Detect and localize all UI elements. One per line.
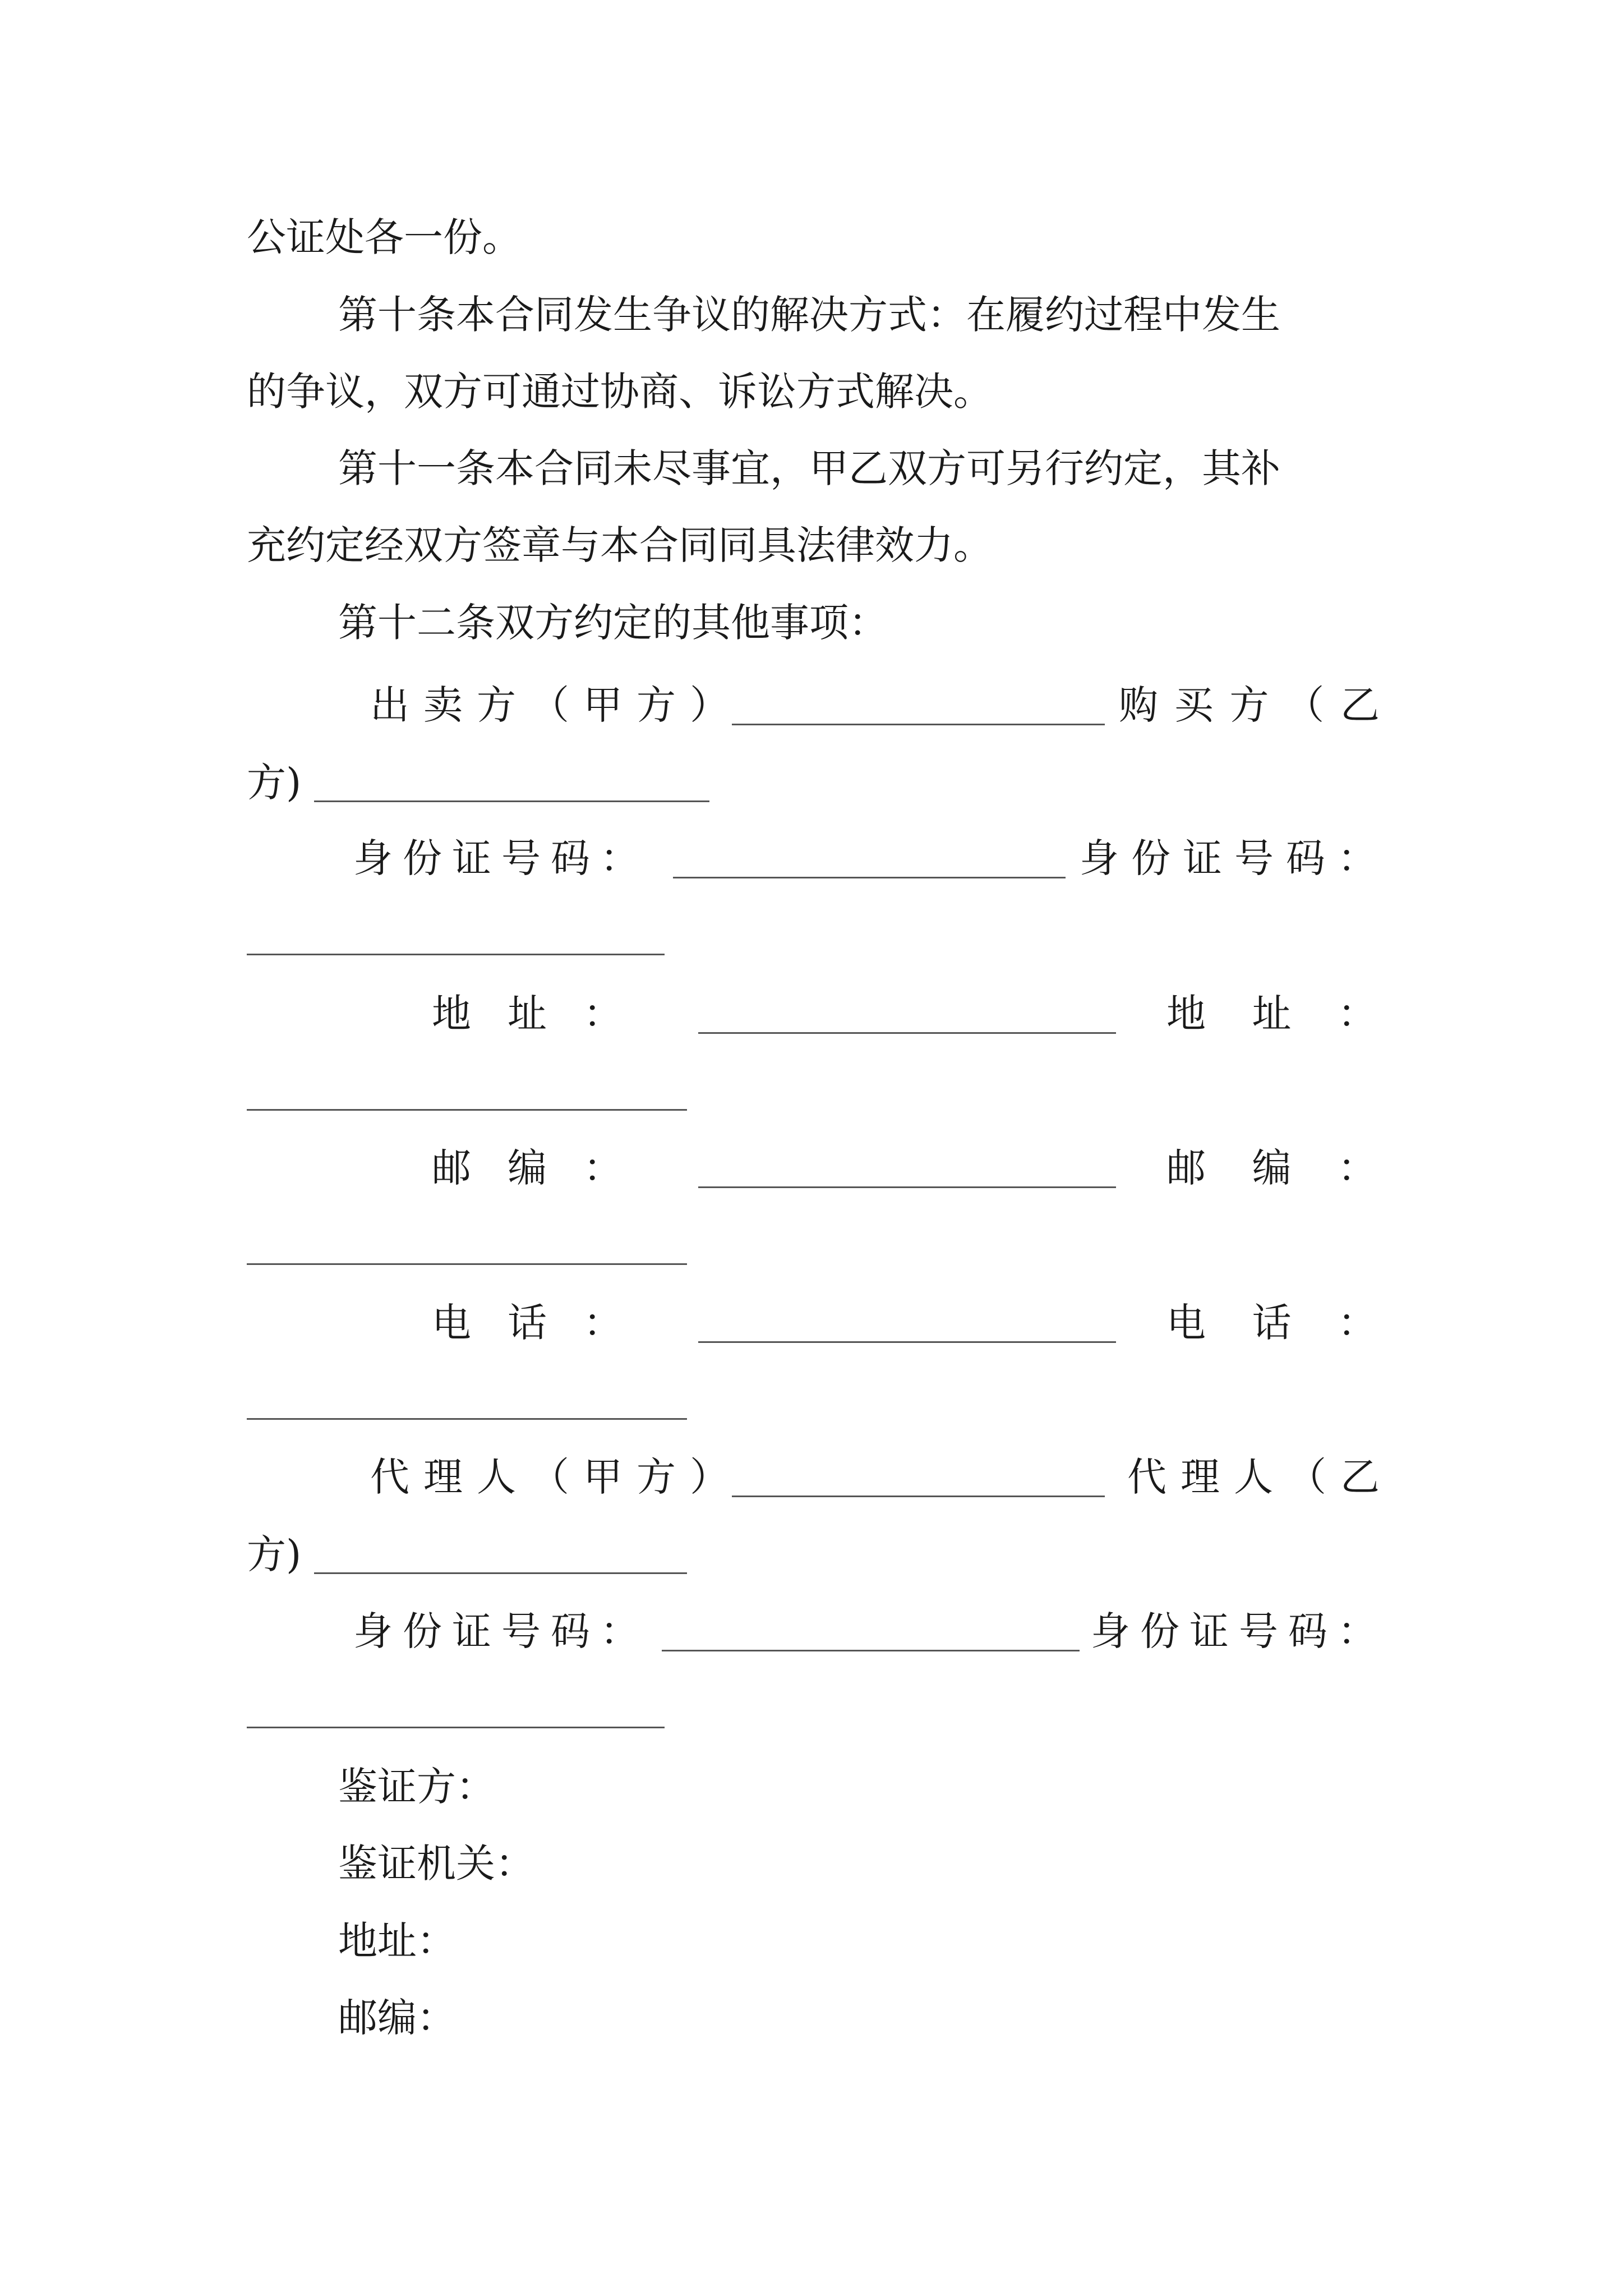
buyer-address-label: 地址：	[1166, 991, 1377, 1037]
agent-buyer-blank[interactable]	[314, 1572, 687, 1574]
buyer-phone-label: 电话：	[1166, 1300, 1377, 1346]
seller-postcode-blank[interactable]	[698, 1186, 1116, 1188]
buyer-id-blank[interactable]	[247, 954, 665, 955]
seller-label: 出卖方（甲方）	[370, 682, 729, 728]
seller-id-label: 身份证号码：	[353, 835, 639, 881]
article-11-line-1: 第十一条本合同未尽事宜，甲乙双方可另行约定，其补	[338, 445, 1280, 491]
seller-phone-label: 电话：	[432, 1300, 623, 1346]
seller-id-blank[interactable]	[673, 877, 1066, 878]
seller-phone-blank[interactable]	[698, 1341, 1116, 1343]
agent-seller-id-blank[interactable]	[662, 1650, 1080, 1651]
buyer-phone-blank[interactable]	[247, 1418, 687, 1420]
notary-postcode-label: 邮编：	[338, 1995, 456, 2041]
buyer-label-continued: 方)	[247, 760, 302, 806]
notary-organ-label: 鉴证机关：	[338, 1841, 534, 1887]
article-10-line-2: 的争议，双方可通过协商、诉讼方式解决。	[247, 369, 993, 415]
buyer-name-blank[interactable]	[314, 800, 709, 802]
agent-buyer-id-blank[interactable]	[247, 1727, 665, 1728]
article-11-line-2: 充约定经双方签章与本合同同具法律效力。	[247, 522, 993, 568]
agent-seller-blank[interactable]	[732, 1496, 1105, 1497]
buyer-label: 购买方（乙	[1119, 682, 1380, 728]
seller-name-blank[interactable]	[732, 724, 1105, 725]
seller-postcode-label: 邮编：	[432, 1145, 623, 1191]
agent-seller-id-label: 身份证号码：	[353, 1608, 639, 1654]
notary-party-label: 鉴证方：	[338, 1764, 495, 1810]
seller-address-blank[interactable]	[698, 1032, 1116, 1034]
buyer-postcode-blank[interactable]	[247, 1263, 687, 1265]
article-12-line: 第十二条双方约定的其他事项：	[338, 600, 888, 646]
intro-line: 公证处各一份。	[247, 214, 522, 260]
article-10-line-1: 第十条本合同发生争议的解决方式：在履约过程中发生	[338, 292, 1280, 338]
agent-buyer-id-label: 身份证号码：	[1091, 1608, 1377, 1654]
buyer-address-blank[interactable]	[247, 1109, 687, 1111]
buyer-postcode-label: 邮编：	[1166, 1145, 1377, 1191]
agent-buyer-label: 代理人（乙	[1127, 1454, 1380, 1500]
notary-address-label: 地址：	[338, 1918, 456, 1964]
agent-seller-label: 代理人（甲方）	[370, 1454, 729, 1500]
buyer-id-label: 身份证号码：	[1080, 835, 1377, 881]
seller-address-label: 地址：	[432, 991, 623, 1037]
agent-buyer-label-continued: 方)	[247, 1531, 302, 1577]
